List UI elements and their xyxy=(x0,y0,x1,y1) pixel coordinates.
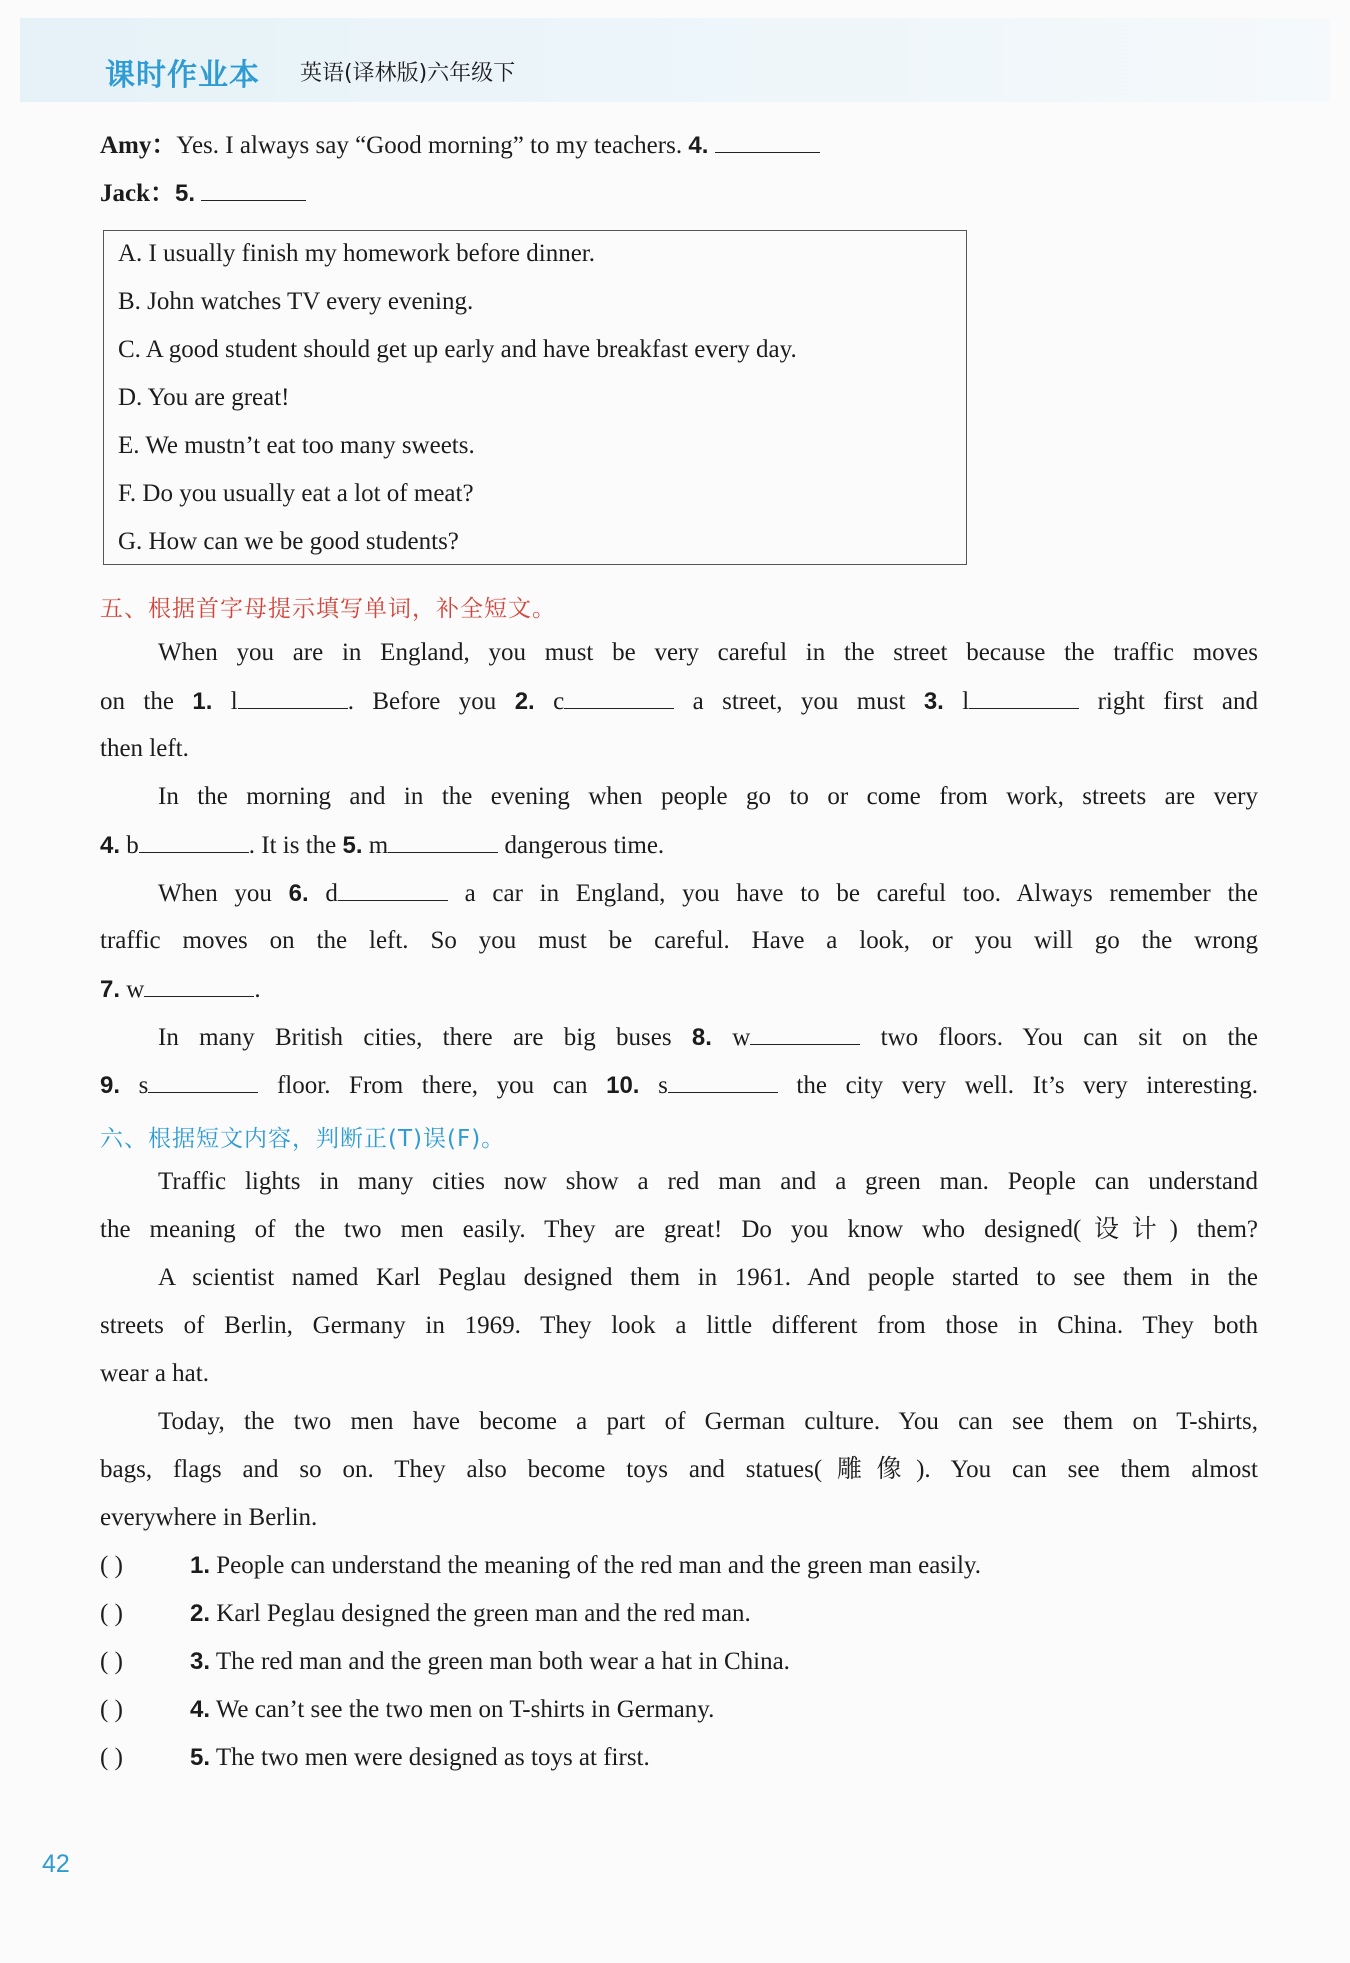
letter-hint: d xyxy=(308,880,338,907)
letter-hint: w xyxy=(120,976,145,1003)
options-box xyxy=(103,230,967,565)
text: . Before you xyxy=(347,688,515,715)
item-number: 3. xyxy=(190,1648,211,1675)
blank-number: 5. xyxy=(342,832,363,859)
text: a street, you must xyxy=(674,688,924,715)
letter-hint: c xyxy=(534,688,565,715)
passage-line: streets of Berlin, Germany in 1969. They look a little different from those in China. They both xyxy=(100,1312,1258,1339)
item-number: 2. xyxy=(190,1600,211,1627)
passage-line: traffic moves on the left. So you must be careful. Have a look, or you will go the wrong xyxy=(100,927,1258,954)
item-text: The red man and the green man both wear a hat in China. xyxy=(215,1648,790,1675)
blank-number: 8. xyxy=(691,1024,712,1051)
answer-blank[interactable] xyxy=(201,176,306,201)
tf-item xyxy=(100,1645,790,1679)
letter-hint: w xyxy=(711,1024,751,1051)
text: When you xyxy=(158,880,289,907)
blank-number: 4. xyxy=(100,832,121,859)
tf-item xyxy=(100,1597,751,1631)
answer-blank[interactable] xyxy=(238,684,348,709)
page-number: 42 xyxy=(42,1850,70,1878)
answer-blank[interactable] xyxy=(144,972,254,997)
speaker-amy: Amy： xyxy=(100,132,177,159)
passage-line: the meaning of the two men easily. They are great! Do you know who designed(设计) them? xyxy=(100,1216,1258,1243)
passage-line: In the morning and in the evening when people go to or come from work, streets are very xyxy=(158,783,1258,810)
passage-line: A scientist named Karl Peglau designed them in 1961. And people started to see them in the xyxy=(158,1264,1258,1291)
dialogue-amy xyxy=(100,128,820,163)
answer-parentheses[interactable]: ( ) xyxy=(100,1552,123,1579)
item-number: 5. xyxy=(190,1744,211,1771)
answer-parentheses[interactable]: ( ) xyxy=(100,1648,123,1675)
item-text: People can understand the meaning of the red man and the green man easily. xyxy=(216,1552,982,1579)
text: right first and xyxy=(1079,688,1258,715)
option-a: A. I usually finish my homework before dinner. xyxy=(118,240,595,267)
letter-hint: b xyxy=(120,832,139,859)
section-5-title: 五、根据首字母提示填写单词，补全短文。 xyxy=(100,596,556,622)
question-number: 5. xyxy=(175,180,196,207)
item-text: The two men were designed as toys at first. xyxy=(215,1744,650,1771)
item-number: 4. xyxy=(190,1696,211,1723)
tf-item xyxy=(100,1549,981,1583)
amy-text: Yes. I always say “Good morning” to my teachers. xyxy=(176,132,683,159)
blank-number: 2. xyxy=(514,688,535,715)
text: a car in England, you have to be careful too. Always remember the xyxy=(447,880,1259,907)
option-c: C. A good student should get up early and have breakfast every day. xyxy=(118,336,797,363)
blank-number: 6. xyxy=(288,880,309,907)
answer-parentheses[interactable]: ( ) xyxy=(100,1600,123,1627)
dialogue-jack xyxy=(100,176,306,211)
item-number: 1. xyxy=(190,1552,211,1579)
speaker-jack: Jack： xyxy=(100,180,176,207)
option-e: E. We mustn’t eat too many sweets. xyxy=(118,432,475,459)
blank-number: 7. xyxy=(100,976,121,1003)
passage-line: When you are in England, you must be very careful in the street because the traffic moves xyxy=(158,639,1258,666)
passage-line: Traffic lights in many cities now show a red man and a green man. People can understand xyxy=(158,1168,1258,1195)
letter-hint: l xyxy=(943,688,970,715)
answer-blank[interactable] xyxy=(715,128,820,153)
passage-line: everywhere in Berlin. xyxy=(100,1504,318,1531)
option-f: F. Do you usually eat a lot of meat? xyxy=(118,480,474,507)
tf-item xyxy=(100,1693,714,1727)
text: the city very well. It’s very interesting. xyxy=(777,1072,1258,1099)
section-6-passage xyxy=(100,1165,1258,1549)
letter-hint: s xyxy=(639,1072,668,1099)
book-title: 英语(译林版)六年级下 xyxy=(300,61,516,86)
blank-number: 10. xyxy=(606,1072,640,1099)
text: In many British cities, there are big buses xyxy=(158,1024,692,1051)
text: floor. From there, you can xyxy=(258,1072,607,1099)
passage-line xyxy=(100,1020,1258,1068)
answer-blank[interactable] xyxy=(148,1068,258,1093)
letter-hint: s xyxy=(120,1072,149,1099)
passage-line xyxy=(100,876,1258,924)
section-5-passage xyxy=(100,636,1258,1116)
item-text: We can’t see the two men on T-shirts in Germany. xyxy=(215,1696,715,1723)
answer-blank[interactable] xyxy=(969,684,1079,709)
answer-blank[interactable] xyxy=(564,684,674,709)
text: two floors. You can sit on the xyxy=(860,1024,1258,1051)
question-number: 4. xyxy=(688,132,709,159)
text: on the xyxy=(100,688,193,715)
passage-line xyxy=(100,1068,1258,1116)
item-text: Karl Peglau designed the green man and the red man. xyxy=(216,1600,751,1627)
passage-line xyxy=(100,972,1258,1020)
answer-blank[interactable] xyxy=(668,1068,778,1093)
brand-title: 课时作业本 xyxy=(105,58,260,93)
answer-parentheses[interactable]: ( ) xyxy=(100,1744,123,1771)
answer-blank[interactable] xyxy=(338,876,448,901)
letter-hint: m xyxy=(362,832,389,859)
passage-line: then left. xyxy=(100,735,189,762)
blank-number: 1. xyxy=(192,688,213,715)
letter-hint: l xyxy=(212,688,238,715)
blank-number: 9. xyxy=(100,1072,121,1099)
passage-line: Today, the two men have become a part of German culture. You can see them on T-shirts, xyxy=(158,1408,1258,1435)
answer-blank[interactable] xyxy=(750,1020,860,1045)
answer-blank[interactable] xyxy=(388,828,498,853)
text: dangerous time. xyxy=(498,832,665,859)
blank-number: 3. xyxy=(923,688,944,715)
passage-line: bags, flags and so on. They also become toys and statues(雕像). You can see them almost xyxy=(100,1456,1258,1483)
passage-line xyxy=(100,684,1258,732)
tf-item xyxy=(100,1741,650,1775)
option-b: B. John watches TV every evening. xyxy=(118,288,474,315)
section-6-title: 六、根据短文内容，判断正(T)误(F)。 xyxy=(100,1126,506,1152)
answer-parentheses[interactable]: ( ) xyxy=(100,1696,123,1723)
passage-line xyxy=(100,828,1258,876)
option-d: D. You are great! xyxy=(118,384,290,411)
text: . It is the xyxy=(248,832,343,859)
passage-line: wear a hat. xyxy=(100,1360,209,1387)
option-g: G. How can we be good students? xyxy=(118,528,459,555)
answer-blank[interactable] xyxy=(139,828,249,853)
text: . xyxy=(254,976,261,1003)
